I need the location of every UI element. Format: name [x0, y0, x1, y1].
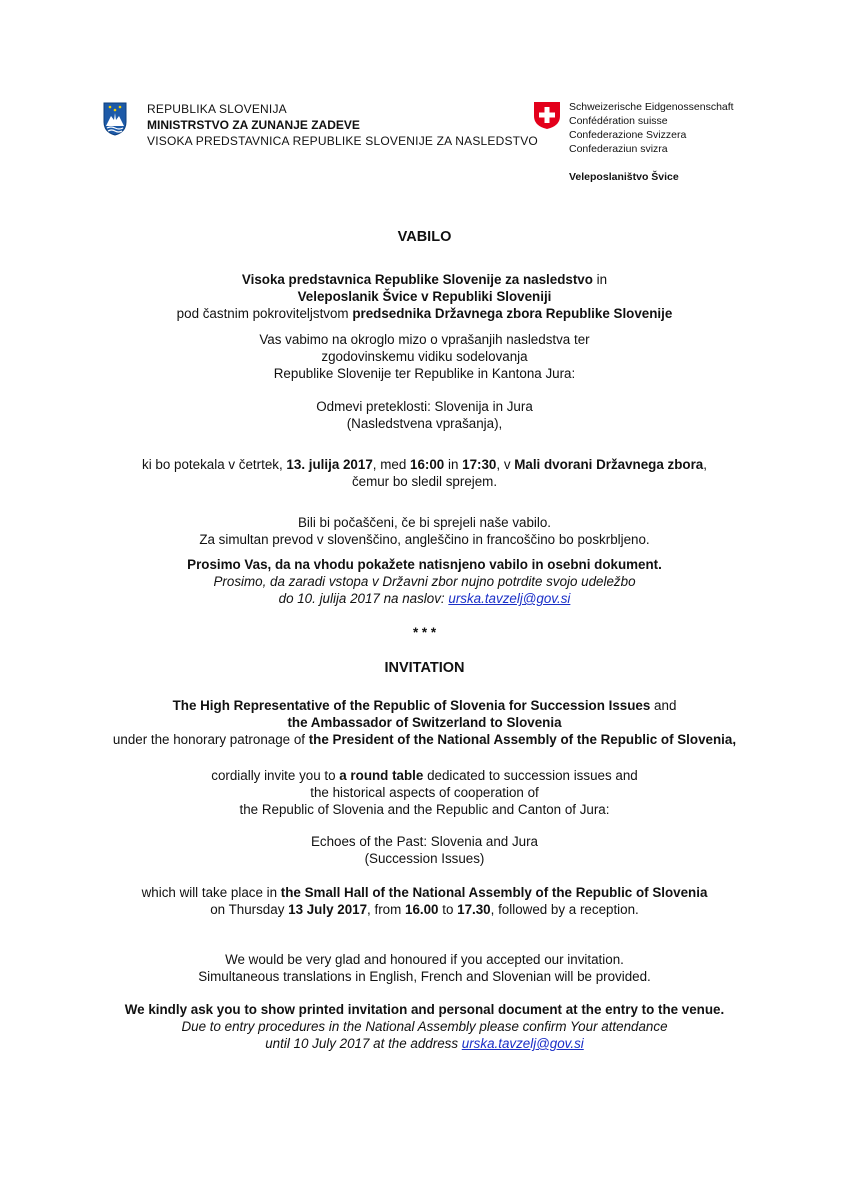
republic-name: REPUBLIKA SLOVENIJA	[147, 102, 287, 116]
sl-invite	[0, 331, 849, 382]
sl-event-title	[0, 398, 849, 432]
en-invite-line-1	[0, 767, 849, 784]
en-invite-line-3: the Republic of Slovenia and the Republic and Canton of Jura:	[239, 802, 610, 817]
sl-closing	[0, 514, 849, 548]
en-date: 13 July 2017	[288, 902, 368, 917]
sl-when	[0, 456, 849, 490]
sl-time-start: 16:00	[410, 457, 445, 472]
en-when-text-b: on Thursday	[210, 902, 289, 917]
en-when-text-e: , followed by a reception.	[490, 902, 639, 917]
sl-title: VABILO	[397, 229, 452, 245]
en-closing-line-2: Simultaneous translations in English, French and Slovenian will be provided.	[198, 969, 651, 984]
sl-invite-line-3: Republike Slovenije ter Republike in Kantona Jura:	[273, 366, 576, 381]
en-title: INVITATION	[384, 660, 465, 676]
sl-patronage-prefix: pod častnim pokroviteljstvom	[176, 306, 353, 321]
en-closing-line-1: We would be very glad and honoured if you accepted our invitation.	[225, 952, 624, 967]
en-round-table: a round table	[339, 768, 424, 783]
sl-deadline: do 10. julija 2017 na naslov:	[278, 591, 449, 606]
en-email-link[interactable]: urska.tavzelj@gov.si	[461, 1036, 584, 1051]
swiss-confederation-names	[569, 100, 734, 156]
sl-host-1-rest: in	[592, 272, 608, 287]
en-event-title-1: Echoes of the Past: Slovenia and Jura	[310, 834, 539, 849]
sl-invite-line-1: Vas vabimo na okroglo mizo o vprašanjih nasledstva ter	[259, 332, 590, 347]
en-patron: the President of the National Assembly of the Republic of Slovenia,	[308, 732, 737, 747]
sl-notice-line-2: Prosimo, da zaradi vstopa v Državni zbor nujno potrdite svojo udeležbo	[213, 574, 636, 589]
en-deadline: until 10 July 2017 at the address	[265, 1036, 462, 1051]
sl-notice	[0, 556, 849, 607]
swiss-flag-icon	[532, 100, 562, 130]
sl-time-end: 17:30	[462, 457, 497, 472]
name-german: Schweizerische Eidgenossenschaft	[569, 101, 734, 113]
office-name: VISOKA PREDSTAVNICA REPUBLIKE SLOVENIJE ZA NASLEDSTVO	[147, 134, 538, 148]
sl-closing-line-2: Za simultan prevod v slovenščino, angleščino in francoščino bo poskrbljeno.	[199, 532, 650, 547]
en-patronage-prefix: under the honorary patronage of	[112, 732, 309, 747]
sl-when-line-1	[0, 456, 849, 473]
sl-when-text-c: in	[444, 457, 463, 472]
sl-host-line-1	[0, 271, 849, 288]
sl-notice-line-1: Prosimo Vas, da na vhodu pokažete natisnjeno vabilo in osebni dokument.	[187, 557, 662, 572]
name-italian: Confederazione Svizzera	[569, 129, 687, 141]
en-when-text-a: which will take place in	[141, 885, 281, 900]
sl-patron: predsednika Državnega zbora Republike Slovenije	[352, 306, 673, 321]
en-event-title-2: (Succession Issues)	[364, 851, 485, 866]
en-when	[0, 884, 849, 918]
en-notice-line-3	[0, 1035, 849, 1052]
en-notice	[0, 1001, 849, 1052]
en-host-line-1	[0, 697, 849, 714]
sl-invite-line-2: zgodovinskemu vidiku sodelovanja	[321, 349, 528, 364]
en-invite-text-a: cordially invite you to	[211, 768, 340, 783]
sl-host-1: Visoka predstavnica Republike Slovenije za nasledstvo	[241, 272, 593, 287]
en-closing	[0, 951, 849, 985]
sl-event-title-2: (Nasledstvena vprašanja),	[346, 416, 503, 431]
sl-email-link[interactable]: urska.tavzelj@gov.si	[448, 591, 571, 606]
en-invite-line-2: the historical aspects of cooperation of	[310, 785, 539, 800]
sl-when-line-2: čemur bo sledil sprejem.	[351, 474, 498, 489]
embassy-name: Veleposlaništvo Švice	[569, 171, 679, 183]
en-invite-text-b: dedicated to succession issues and	[423, 768, 638, 783]
en-when-line-2	[0, 901, 849, 918]
en-when-text-d: to	[438, 902, 458, 917]
sl-host-line-3	[0, 305, 849, 322]
sl-when-text-e: ,	[703, 457, 707, 472]
sl-when-text-d: , v	[496, 457, 515, 472]
sl-event-title-1: Odmevi preteklosti: Slovenija in Jura	[316, 399, 533, 414]
sl-hosts	[0, 271, 849, 322]
en-host-1: The High Representative of the Republic of Slovenia for Succession Issues	[172, 698, 651, 713]
en-hosts	[0, 697, 849, 748]
en-when-line-1	[0, 884, 849, 901]
en-time-start: 16.00	[405, 902, 439, 917]
section-separator: * * *	[412, 625, 437, 640]
sl-venue: Mali dvorani Državnega zbora	[514, 457, 704, 472]
name-french: Confédération suisse	[569, 115, 668, 127]
en-notice-line-1: We kindly ask you to show printed invitation and personal document at the entry to the venue.	[124, 1002, 725, 1017]
en-host-1-rest: and	[650, 698, 677, 713]
en-event-title	[0, 833, 849, 867]
en-when-text-c: , from	[367, 902, 405, 917]
sl-host-2: Veleposlanik Švice v Republiki Sloveniji	[297, 289, 552, 304]
name-romansh: Confederaziun svizra	[569, 143, 668, 155]
en-venue: the Small Hall of the National Assembly of the Republic of Slovenia	[280, 885, 708, 900]
sl-closing-line-1: Bili bi počaščeni, če bi sprejeli naše vabilo.	[297, 515, 552, 530]
en-host-line-3	[0, 731, 849, 748]
sl-notice-line-3	[0, 590, 849, 607]
en-invite	[0, 767, 849, 818]
slovenia-header-text	[147, 101, 538, 149]
en-notice-line-2: Due to entry procedures in the National Assembly please confirm Your attendance	[181, 1019, 668, 1034]
en-time-end: 17.30	[457, 902, 491, 917]
sl-date: 13. julija 2017	[286, 457, 373, 472]
sl-when-text-b: , med	[372, 457, 410, 472]
ministry-name: MINISTRSTVO ZA ZUNANJE ZADEVE	[147, 118, 360, 132]
en-host-2: the Ambassador of Switzerland to Slovenia	[287, 715, 562, 730]
coat-of-arms-icon	[103, 102, 127, 136]
sl-when-text-a: ki bo potekala v četrtek,	[142, 457, 287, 472]
